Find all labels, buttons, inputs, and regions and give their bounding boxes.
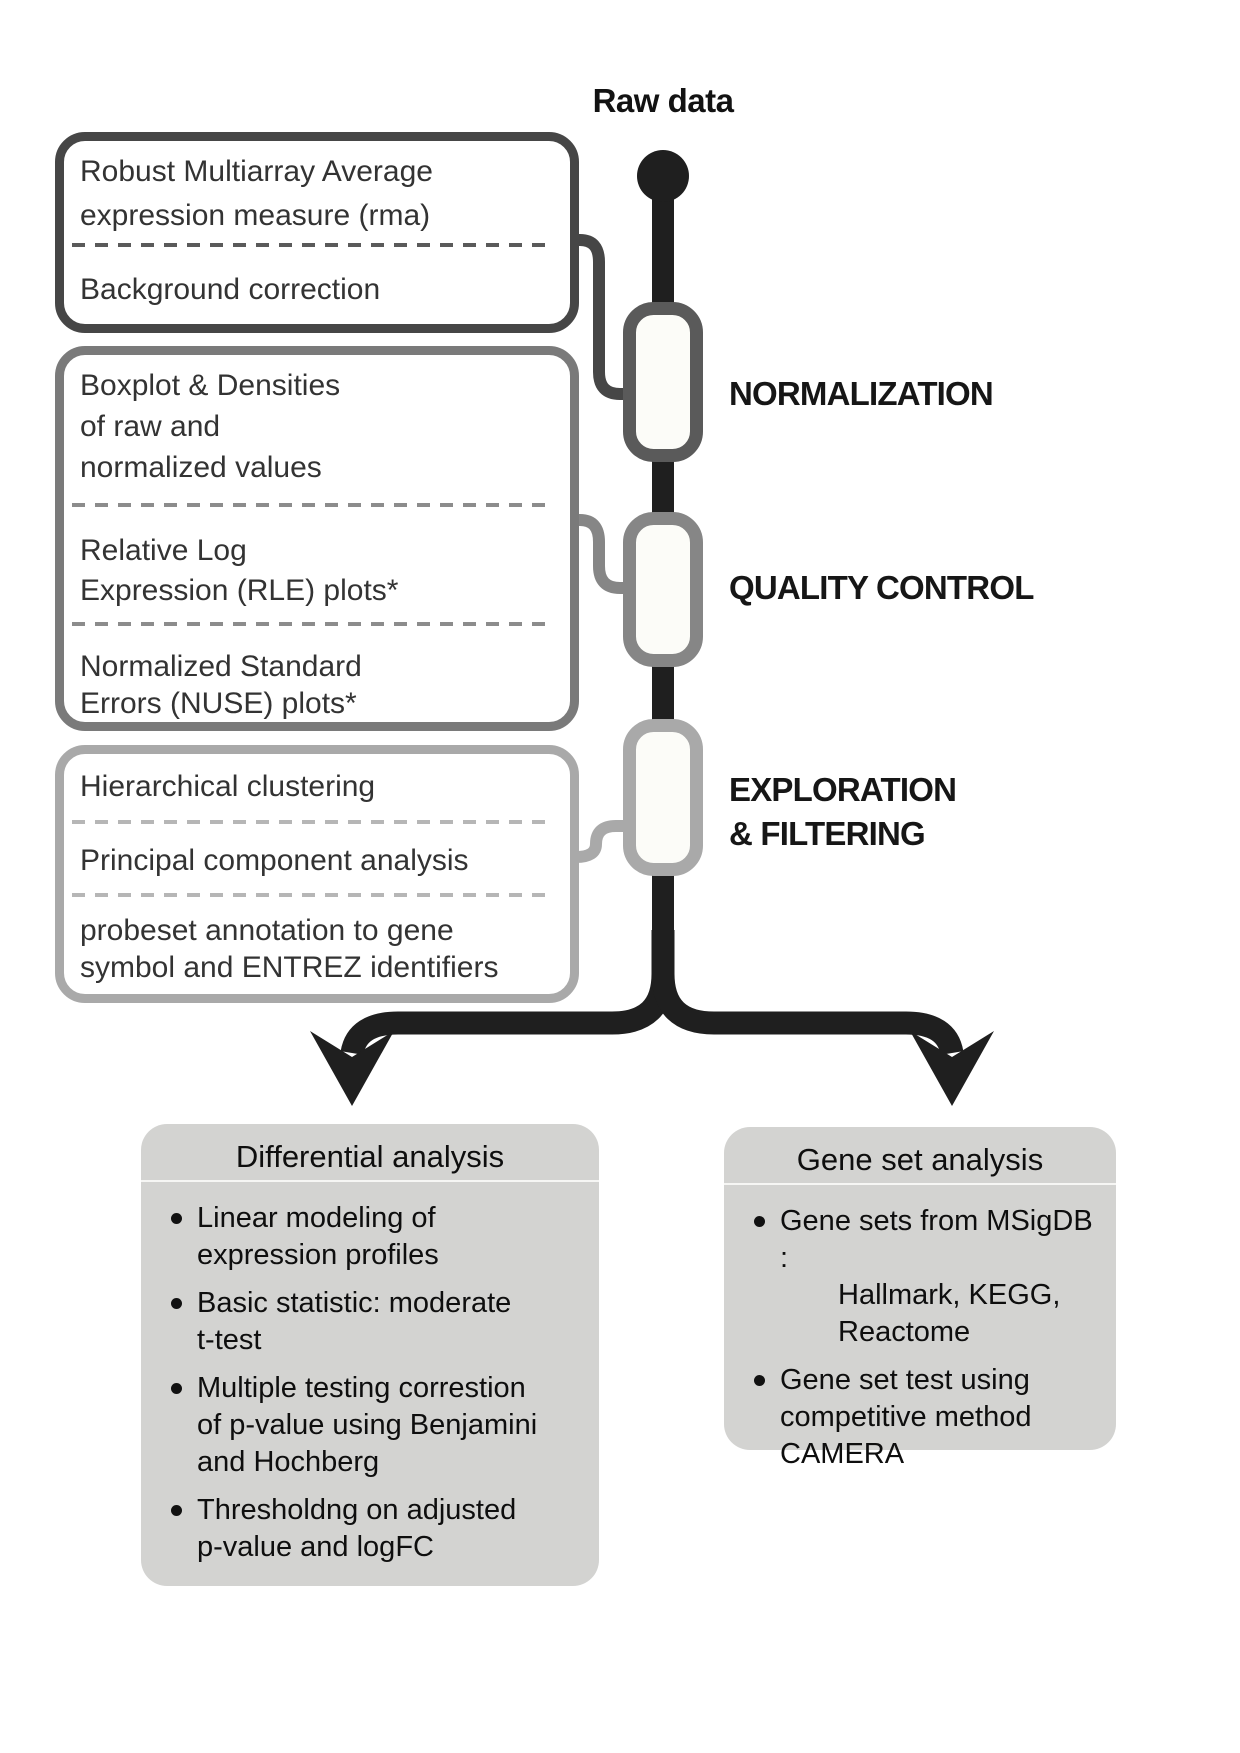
bullet-dot-icon [171, 1213, 182, 1224]
bullet-line: of p-value using Benjamini [197, 1409, 538, 1441]
method-line: probeset annotation to gene [80, 914, 454, 947]
stage-label-quality-control [729, 566, 1149, 610]
bullet-line: Basic statistic: moderate [197, 1287, 512, 1319]
stage-label-exploration [729, 768, 1149, 856]
bullet-list [754, 1203, 1108, 1484]
method-line: Boxplot & Densities [80, 369, 341, 402]
method-box-exploration [55, 745, 579, 1003]
bullet-line: and Hochberg [197, 1446, 380, 1478]
method-line: Robust Multiarray Average [80, 155, 433, 188]
method-line: normalized values [80, 451, 322, 484]
method-line: Normalized Standard [80, 650, 362, 683]
method-line: of raw and [80, 410, 221, 443]
method-box-normalization [55, 132, 579, 333]
method-line: Principal component analysis [80, 844, 469, 877]
bullet-line: Gene set test using [780, 1364, 1030, 1396]
method-line: Expression (RLE) plots* [80, 574, 399, 607]
method-line: symbol and ENTREZ identifiers [80, 951, 499, 984]
bullet-line: Gene sets from MSigDB : [780, 1205, 1093, 1274]
bullet-item [171, 1200, 591, 1274]
output-box-differential-analysis [141, 1124, 599, 1586]
method-line: Hierarchical clustering [80, 770, 376, 803]
bullet-line: Reactome [838, 1316, 971, 1348]
bullet-line: Multiple testing correstion [197, 1372, 526, 1404]
bullet-item [754, 1203, 1108, 1351]
stage-node-normalization [630, 309, 697, 456]
section-divider [72, 893, 552, 897]
raw-data-label: Raw data [592, 82, 734, 119]
output-box-gene-set-analysis [724, 1127, 1116, 1470]
method-line: Errors (NUSE) plots* [80, 687, 357, 720]
method-line: expression measure (rma) [80, 199, 431, 232]
stage-label-line: NORMALIZATION [729, 375, 993, 412]
bullet-dot-icon [171, 1505, 182, 1516]
bullet-dot-icon [754, 1375, 765, 1386]
bullet-line: CAMERA [780, 1438, 905, 1470]
method-box-quality-control [55, 346, 579, 731]
bullet-dot-icon [171, 1383, 182, 1394]
bullet-line: t-test [197, 1324, 262, 1356]
bullet-list [171, 1200, 591, 1577]
section-divider [72, 503, 552, 507]
bullet-dot-icon [754, 1216, 765, 1227]
bullet-line: competitive method [780, 1401, 1032, 1433]
output-box-title: Differential analysis [235, 1139, 505, 1174]
section-divider [72, 622, 552, 626]
bullet-line: p-value and logFC [197, 1531, 434, 1563]
bullet-item [754, 1362, 1108, 1473]
bullet-line: Linear modeling of [197, 1202, 436, 1234]
bullet-line: Thresholdng on adjusted [197, 1494, 517, 1526]
stage-label-normalization [729, 372, 1149, 416]
bullet-line: Hallmark, KEGG, [838, 1279, 1061, 1311]
stage-node-exploration [630, 726, 697, 870]
bullet-dot-icon [171, 1298, 182, 1309]
title-separator [724, 1183, 1116, 1185]
section-divider [72, 820, 552, 824]
method-line: Background correction [80, 273, 381, 306]
title-separator [141, 1180, 599, 1182]
bullet-item [171, 1492, 591, 1566]
stage-label-line: & FILTERING [729, 815, 925, 852]
method-line: Relative Log [80, 534, 247, 567]
bullet-item [171, 1285, 591, 1359]
stage-node-quality-control [630, 519, 697, 661]
section-divider [72, 243, 552, 247]
bullet-line: expression profiles [197, 1239, 439, 1271]
stage-label-line: QUALITY CONTROL [729, 569, 1034, 606]
branch-arm-right [663, 930, 952, 1053]
output-box-title: Gene set analysis [796, 1142, 1044, 1177]
bullet-item [171, 1370, 591, 1481]
raw-data-dot [637, 150, 689, 202]
stage-label-line: EXPLORATION [729, 771, 957, 808]
